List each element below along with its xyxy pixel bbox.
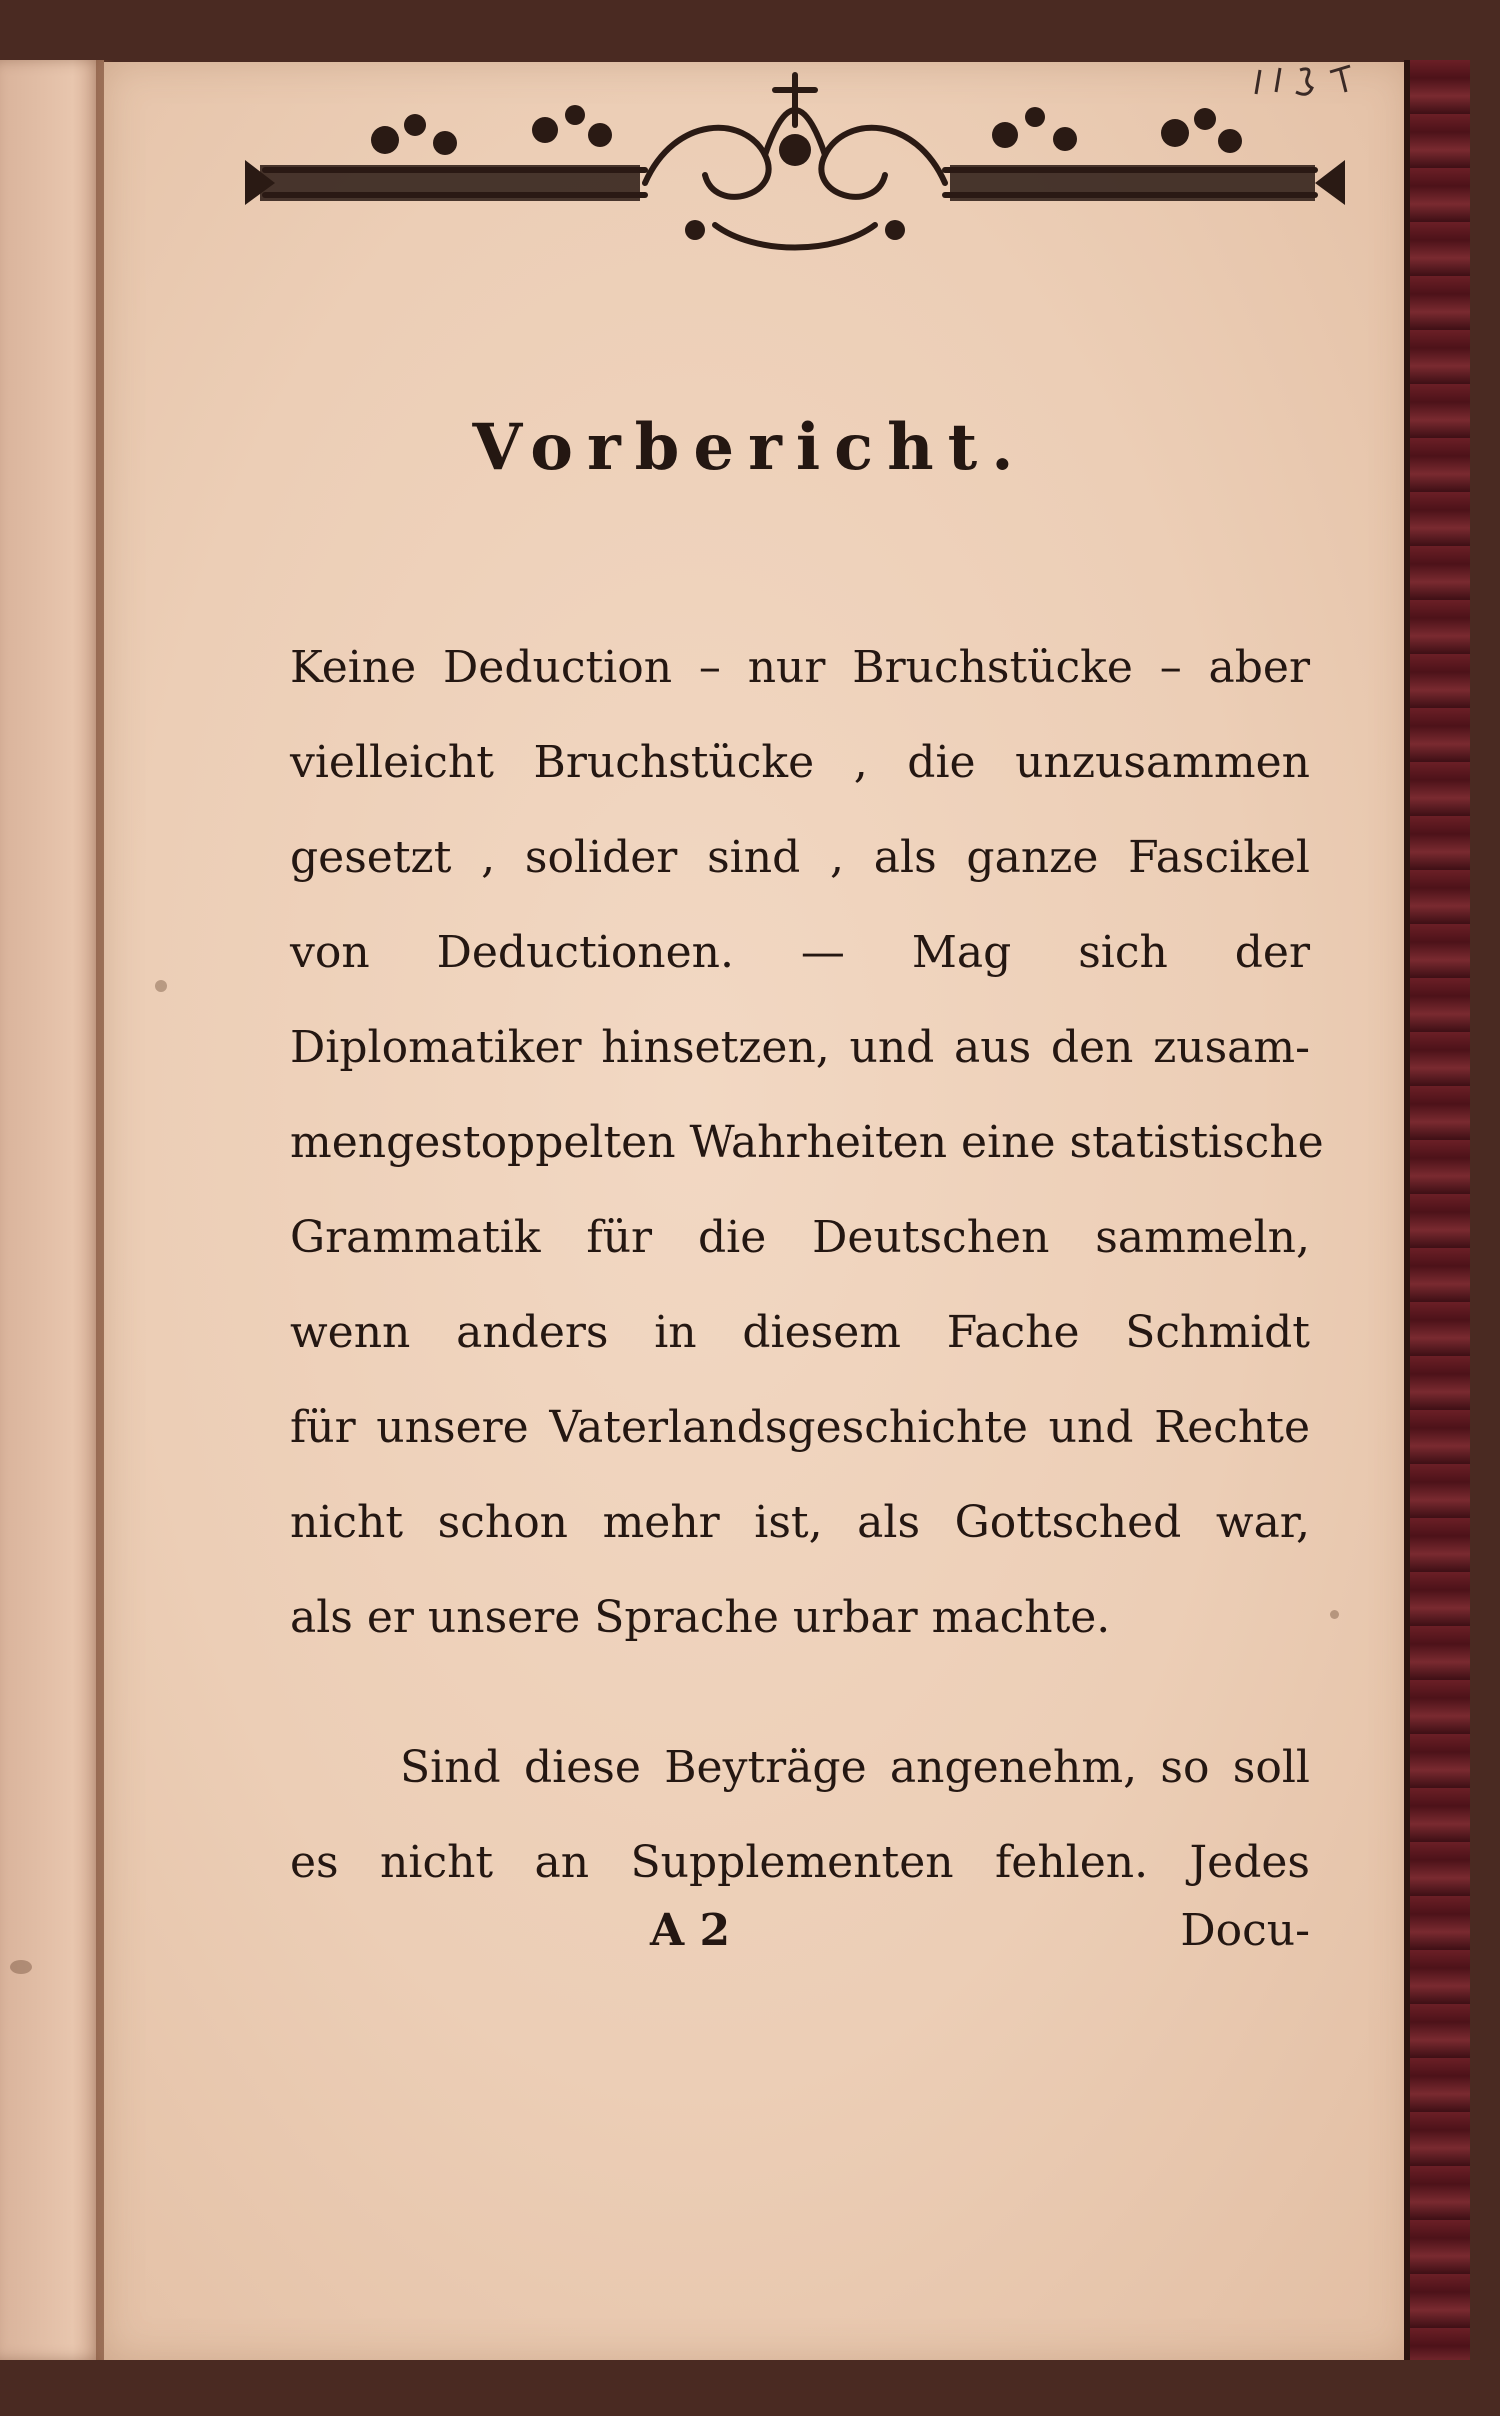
text-line: Keine Deduction – nur Bruchstücke – aber <box>290 642 1310 693</box>
text-line: wenn anders in diesem Fache Schmidt <box>290 1307 1310 1358</box>
book-binding <box>1410 60 1470 2360</box>
stain-mark <box>155 980 167 992</box>
signature-mark: A 2 <box>650 1905 731 1956</box>
catchword: Docu- <box>1180 1905 1310 1956</box>
page-heading: Vorbericht. <box>472 410 1028 485</box>
body-paragraph-1 <box>290 620 1324 1665</box>
text-line: von Deductionen. — Mag sich der <box>290 927 1310 978</box>
text-line: Sind diese Beyträge angenehm, so soll <box>400 1742 1310 1793</box>
text-line: nicht schon mehr ist, als Gottsched war, <box>290 1497 1310 1548</box>
left-page-edge <box>0 60 104 2360</box>
stain-mark <box>1330 1610 1339 1619</box>
text-line: Grammatik für die Deutschen sammeln, <box>290 1212 1310 1263</box>
stain-mark <box>10 1960 32 1974</box>
ornamental-headpiece <box>245 55 1345 255</box>
text-line: mengestoppelten Wahrheiten eine statistische <box>290 1117 1324 1168</box>
body-paragraph-2 <box>290 1720 1310 1910</box>
text-line: für unsere Vaterlandsgeschichte und Rechte <box>290 1402 1310 1453</box>
page-footer <box>290 1905 1310 1985</box>
text-line: als er unsere Sprache urbar machte. <box>290 1592 1111 1643</box>
text-line: es nicht an Supplementen fehlen. Jedes <box>290 1837 1310 1888</box>
text-line: vielleicht Bruchstücke , die unzusammen <box>290 737 1310 788</box>
text-line: gesetzt , solider sind , als ganze Fascikel <box>290 832 1310 883</box>
text-line: Diplomatiker hinsetzen, und aus den zusam- <box>290 1022 1310 1073</box>
